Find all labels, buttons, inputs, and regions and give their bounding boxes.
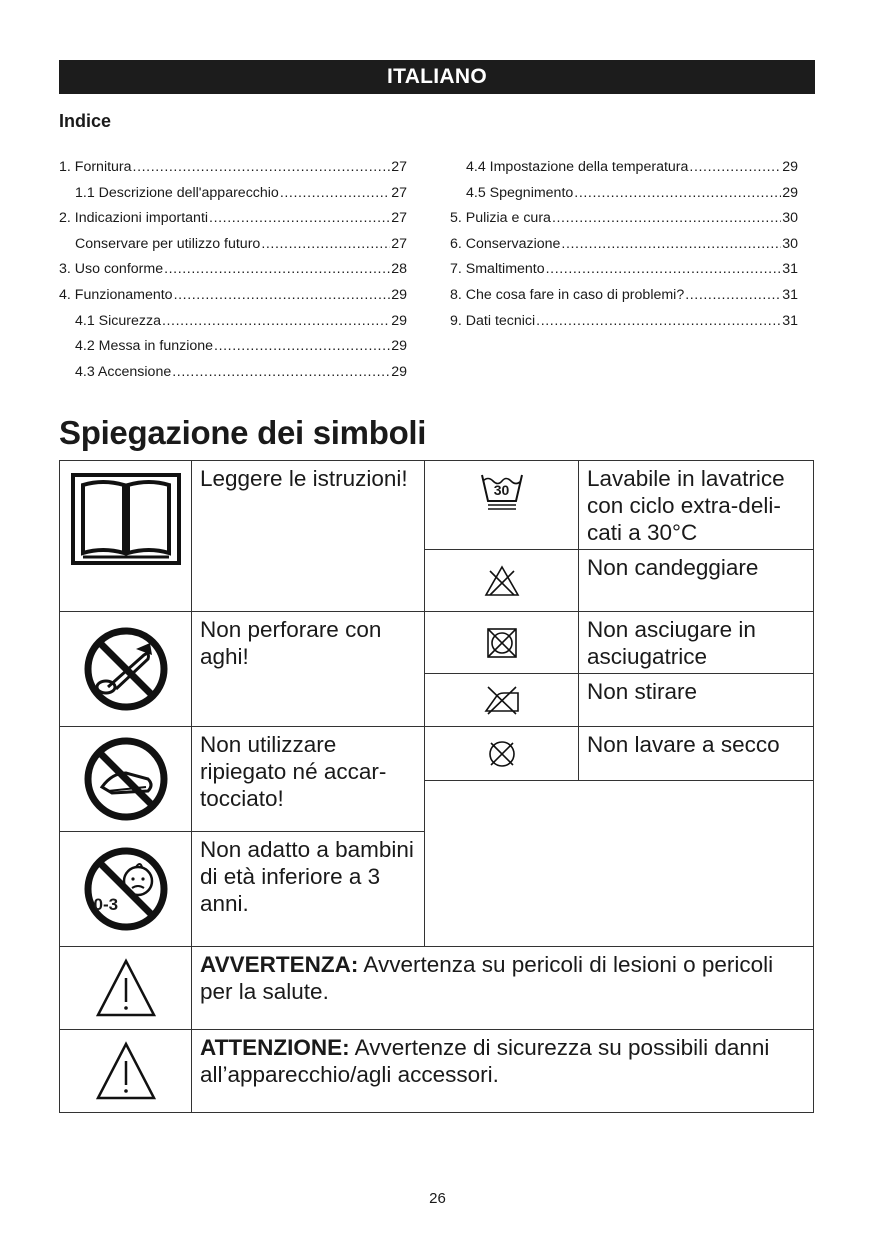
toc-entry bbox=[59, 236, 407, 262]
toc-entry-page: 31 bbox=[782, 261, 798, 278]
wash-30-cell bbox=[578, 460, 814, 550]
symbols-title: Spiegazione dei simboli bbox=[59, 414, 427, 451]
toc-heading: Indice bbox=[59, 111, 112, 131]
no-folded-icon bbox=[82, 735, 170, 823]
book-icon bbox=[71, 473, 181, 565]
toc-entry-page: 31 bbox=[782, 312, 798, 329]
toc-leader-dots bbox=[174, 287, 391, 303]
no-iron-icon bbox=[482, 685, 522, 715]
no-iron-text: Non stirare bbox=[587, 679, 698, 704]
toc-entry-page: 30 bbox=[782, 210, 798, 227]
caution-icon bbox=[95, 1041, 157, 1101]
read-instructions-cell bbox=[191, 460, 425, 612]
toc-entry-title: Conservare per utilizzo futuro bbox=[75, 235, 261, 252]
toc-leader-dots bbox=[536, 313, 781, 329]
toc-leader-dots bbox=[689, 159, 781, 175]
no-dry-clean-icon bbox=[487, 739, 517, 769]
language-header: ITALIANO bbox=[59, 60, 815, 94]
toc-entry-page: 30 bbox=[782, 235, 798, 252]
no-tumble-dry-icon-cell bbox=[424, 611, 579, 674]
toc-leader-dots bbox=[561, 236, 781, 252]
toc-entry-title: 2. Indicazioni importanti bbox=[59, 210, 209, 227]
no-dry-clean-icon-cell bbox=[424, 726, 579, 781]
toc-entry-page: 29 bbox=[391, 338, 407, 355]
toc-entry-page: 31 bbox=[782, 286, 798, 303]
toc-leader-dots bbox=[685, 287, 781, 303]
toc-entry-title: 4.2 Messa in funzione bbox=[75, 338, 214, 355]
toc-entry-title: 6. Conservazione bbox=[450, 235, 561, 252]
toc-entry bbox=[450, 185, 798, 211]
no-children-cell bbox=[191, 831, 425, 947]
page-number: 26 bbox=[429, 1190, 446, 1207]
toc-entry-page: 27 bbox=[391, 210, 407, 227]
no-tumble-dry-text: Non asciugare in asciugatrice bbox=[587, 617, 756, 669]
no-bleach-icon bbox=[484, 565, 520, 597]
toc-entry bbox=[59, 313, 407, 339]
toc-leader-dots bbox=[261, 236, 390, 252]
toc-entry-title: 4.1 Sicurezza bbox=[75, 312, 161, 329]
no-dry-clean-cell bbox=[578, 726, 814, 781]
no-bleach-cell bbox=[578, 549, 814, 612]
toc-leader-dots bbox=[546, 261, 782, 277]
toc-entry-title: 1. Fornitura bbox=[59, 159, 132, 175]
toc-entry-title: 9. Dati tecnici bbox=[450, 312, 536, 329]
toc-entry-page: 27 bbox=[391, 184, 407, 201]
toc-entry-title: 5. Pulizia e cura bbox=[450, 210, 551, 227]
toc-entry bbox=[59, 287, 407, 313]
toc-entry bbox=[59, 185, 407, 211]
symbols-table bbox=[59, 460, 814, 1113]
warning-text: Avvertenza su pericoli di lesioni o pericoli per la salute. bbox=[200, 952, 774, 1004]
no-folded-cell bbox=[191, 726, 425, 832]
toc-entry bbox=[450, 159, 798, 185]
wash-30-icon-cell bbox=[424, 460, 579, 550]
wash-30-text: Lavabile in lavatrice con ciclo extra-deli-cati a 30°C bbox=[587, 466, 785, 545]
toc-entry-title: 8. Che cosa fare in caso di problemi? bbox=[450, 286, 685, 303]
toc-entry-page: 29 bbox=[391, 286, 407, 303]
no-pins-icon bbox=[82, 625, 170, 713]
toc-left-column bbox=[59, 159, 407, 389]
toc-entry bbox=[450, 236, 798, 262]
toc-leader-dots bbox=[209, 210, 390, 226]
toc-entry-page: 27 bbox=[391, 159, 407, 175]
no-children-text: Non adatto a bambini di età inferiore a 3 anni. bbox=[200, 837, 414, 916]
toc-entry bbox=[450, 261, 798, 287]
toc-entry-title: 1.1 Descrizione dell'apparecchio bbox=[75, 184, 279, 201]
book-icon-cell bbox=[59, 460, 192, 612]
no-pins-icon-cell bbox=[59, 611, 192, 727]
caution-cell bbox=[191, 1029, 814, 1113]
warning-label: AVVERTENZA: bbox=[200, 952, 359, 977]
toc-leader-dots bbox=[162, 313, 390, 329]
toc-entry-title: 4. Funzionamento bbox=[59, 286, 173, 303]
no-bleach-icon-cell bbox=[424, 549, 579, 612]
no-dry-clean-text: Non lavare a secco bbox=[587, 732, 780, 757]
toc-entry-page: 29 bbox=[391, 363, 407, 380]
toc-right-column bbox=[450, 159, 798, 338]
toc-entry bbox=[450, 210, 798, 236]
toc-entry bbox=[59, 364, 407, 390]
toc-leader-dots bbox=[552, 210, 781, 226]
no-iron-icon-cell bbox=[424, 673, 579, 727]
caution-icon-cell bbox=[59, 1029, 192, 1113]
read-instructions-text: Leggere le istruzioni! bbox=[200, 466, 408, 491]
toc-leader-dots bbox=[280, 185, 390, 201]
toc-entry-title: 7. Smaltimento bbox=[450, 261, 545, 278]
warning-icon bbox=[95, 958, 157, 1018]
toc-entry-title: 4.3 Accensione bbox=[75, 363, 172, 380]
toc-entry-page: 28 bbox=[391, 261, 407, 278]
no-folded-text: Non utilizzare ripiegato né accar-tocciato! bbox=[200, 732, 387, 811]
warning-cell bbox=[191, 946, 814, 1030]
toc-entry bbox=[59, 210, 407, 236]
toc-entry-page: 29 bbox=[391, 312, 407, 329]
no-children-icon-cell bbox=[59, 831, 192, 947]
toc-leader-dots bbox=[133, 159, 391, 175]
caution-label: ATTENZIONE: bbox=[200, 1035, 350, 1060]
toc-entry-page: 29 bbox=[782, 184, 798, 201]
no-pins-cell bbox=[191, 611, 425, 727]
toc-leader-dots bbox=[172, 364, 390, 380]
toc-entry-title: 3. Uso conforme bbox=[59, 261, 164, 278]
toc-entry-title: 4.4 Impostazione della temperatura bbox=[466, 159, 689, 175]
empty-cell bbox=[424, 780, 814, 947]
wash-30-icon-label: 30 bbox=[493, 482, 510, 498]
toc-entry-page: 27 bbox=[391, 235, 407, 252]
no-iron-cell bbox=[578, 673, 814, 727]
warning-icon-cell bbox=[59, 946, 192, 1030]
toc-entry bbox=[450, 287, 798, 313]
toc-entry-title: 4.5 Spegnimento bbox=[466, 184, 574, 201]
toc-leader-dots bbox=[214, 338, 390, 354]
toc-entry bbox=[59, 338, 407, 364]
toc-entry bbox=[450, 313, 798, 339]
no-children-icon-label: 0-3 bbox=[93, 895, 119, 914]
no-tumble-dry-icon bbox=[486, 627, 518, 659]
no-bleach-text: Non candeggiare bbox=[587, 555, 759, 580]
caution-text: Avvertenze di sicurezza su possibili danni all’apparecchio/agli accessori. bbox=[200, 1035, 770, 1087]
toc-entry-page: 29 bbox=[782, 159, 798, 175]
no-folded-icon-cell bbox=[59, 726, 192, 832]
toc-entry bbox=[59, 261, 407, 287]
no-tumble-dry-cell bbox=[578, 611, 814, 674]
toc-leader-dots bbox=[574, 185, 781, 201]
toc-leader-dots bbox=[164, 261, 390, 277]
toc-entry bbox=[59, 159, 407, 185]
no-pins-text: Non perforare con aghi! bbox=[200, 617, 382, 669]
wash-30-icon bbox=[479, 471, 525, 511]
no-children-icon bbox=[82, 845, 170, 933]
